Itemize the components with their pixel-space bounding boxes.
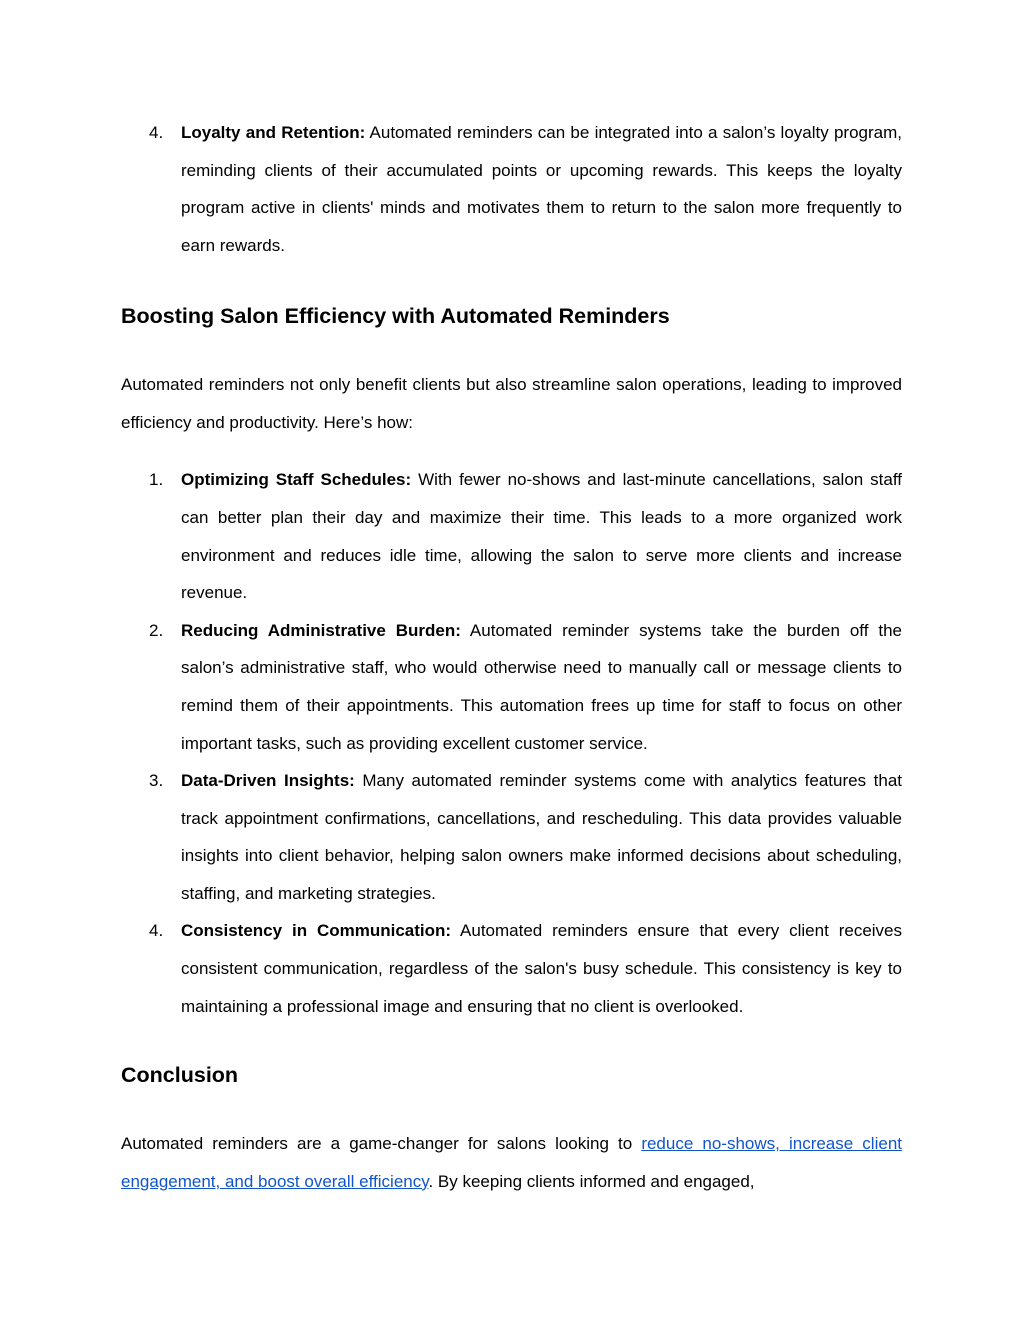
list-item-title: Consistency in Communication: xyxy=(181,921,452,941)
efficiency-list xyxy=(121,461,902,1025)
conclusion-text-end: . By keeping clients informed and engaged, xyxy=(428,1171,755,1191)
list-item-title: Optimizing Staff Schedules: xyxy=(181,470,412,490)
list-item-text: Many automated reminder systems come with analytics features that track appointment confirmations, cancellations, and rescheduling. This data provides valuable insights into client behavior, helping salon owners make informed decisions about scheduling, staffing, and marketing strategies. xyxy=(181,771,902,903)
list-item-number: 2. xyxy=(149,620,164,640)
list-item-text: With fewer no-shows and last-minute cancellations, salon staff can better plan their day and maximize their time. This leads to a more organized work environment and reduces idle time, allowing the salon to serve more clients and increase revenue. xyxy=(181,470,903,603)
list-item-title: Data-Driven Insights: xyxy=(181,771,355,791)
list-item-loyalty xyxy=(121,114,902,264)
list-item-number: 4. xyxy=(149,921,164,941)
list-item-number: 3. xyxy=(149,771,164,791)
list-item-title: Reducing Administrative Burden: xyxy=(181,620,461,640)
page-content xyxy=(121,114,902,1200)
conclusion-paragraph xyxy=(121,1125,902,1200)
efficiency-heading: Boosting Salon Efficiency with Automated Reminders xyxy=(121,304,670,329)
loyalty-list xyxy=(121,114,902,264)
conclusion-heading: Conclusion xyxy=(121,1063,239,1088)
efficiency-link[interactable]: reduce no-shows, increase client engagement, and boost overall efficiency xyxy=(121,1134,902,1191)
list-item-data-insights xyxy=(121,762,902,912)
list-item-title: Loyalty and Retention: xyxy=(181,123,366,142)
list-item-text: Automated reminders ensure that every client receives consistent communication, regardless of the salon's busy schedule. This consistency is key to maintaining a professional image and ensuring that no client is overlooked. xyxy=(181,921,902,1016)
list-item-staff-schedules xyxy=(121,461,902,611)
conclusion-text-start: Automated reminders are a game-changer for salons looking to xyxy=(121,1134,642,1154)
list-item-number: 4. xyxy=(149,123,164,142)
list-item-consistency xyxy=(121,912,902,1025)
list-item-number: 1. xyxy=(149,470,164,490)
list-item-text: Automated reminders can be integrated into a salon’s loyalty program, reminding clients of their accumulated points or upcoming rewards. This keeps the loyalty program active in clients' minds and motivates them to return to the salon more frequently to earn rewards. xyxy=(181,123,902,255)
list-item-admin-burden xyxy=(121,612,902,762)
efficiency-intro: Automated reminders not only benefit clients but also streamline salon operations, leading to improved efficiency and productivity. Here’s how: xyxy=(121,375,902,432)
list-item-text: Automated reminder systems take the burden off the salon’s administrative staff, who would otherwise need to manually call or message clients to remind them of their appointments. This automation frees up time for staff to focus on other important tasks, such as providing excellent customer service. xyxy=(181,620,902,753)
